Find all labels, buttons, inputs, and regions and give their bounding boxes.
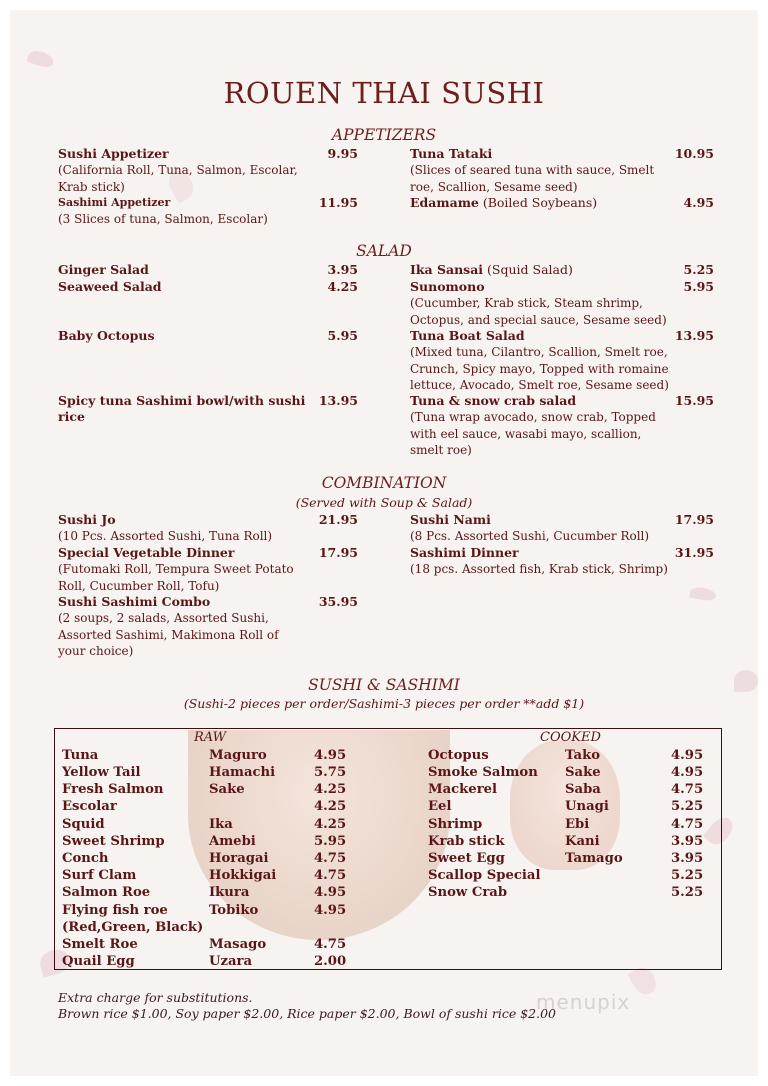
cooked-item-japanese: Tamago xyxy=(565,851,623,866)
raw-item-price: 4.25 xyxy=(314,799,347,814)
menu-item xyxy=(410,545,672,578)
cooked-item-price: 3.95 xyxy=(671,851,704,866)
item-description: (8 Pcs. Assorted Sushi, Cucumber Roll) xyxy=(410,529,650,544)
item-name: Sushi Appetizer xyxy=(58,146,169,161)
item-name: Special Vegetable Dinner xyxy=(58,545,235,560)
cooked-column-heading: COOKED xyxy=(540,730,601,745)
item-price: 5.95 xyxy=(683,279,714,294)
raw-item-price: 2.00 xyxy=(314,954,347,969)
menu-item xyxy=(58,262,308,278)
cooked-item-japanese: Kani xyxy=(565,834,600,849)
item-price: 21.95 xyxy=(318,512,358,527)
item-price: 13.95 xyxy=(674,328,714,343)
raw-item-price: 5.75 xyxy=(314,765,347,780)
section-subheading: (Sushi-2 pieces per order/Sashimi-3 pieces per order **add $1) xyxy=(183,696,585,711)
cooked-item-japanese: Ebi xyxy=(565,817,590,832)
footnote-substitutions: Extra charge for substitutions. xyxy=(58,990,253,1005)
menu-item xyxy=(58,594,308,659)
menu-item xyxy=(58,545,308,594)
item-name: Ginger Salad xyxy=(58,262,149,277)
item-description: (Slices of seared tuna with sauce, Smelt roe, Scallion, Sesame seed) xyxy=(410,163,655,194)
raw-item-price: 4.75 xyxy=(314,868,347,883)
raw-item-name: Yellow Tail xyxy=(62,765,141,780)
cooked-item-japanese: Sake xyxy=(565,765,601,780)
raw-item-japanese: Horagai xyxy=(209,851,269,866)
item-name: Tuna Tataki xyxy=(410,146,493,161)
cooked-item-japanese: Tako xyxy=(565,748,601,763)
raw-item-japanese: Masago xyxy=(209,937,267,952)
raw-item-name: Salmon Roe xyxy=(62,885,151,900)
cooked-item-price: 4.95 xyxy=(671,748,704,763)
petal-decoration xyxy=(26,48,55,70)
raw-item-name: Quail Egg xyxy=(62,954,135,969)
item-name: Spicy tuna Sashimi bowl/with sushi rice xyxy=(58,393,306,425)
cooked-item-price: 3.95 xyxy=(671,834,704,849)
item-description: (2 soups, 2 salads, Assorted Sushi, Assorted Sashimi, Makimona Roll of your choice) xyxy=(58,611,279,658)
raw-item-name: Tuna xyxy=(62,748,99,763)
cooked-item-price: 5.25 xyxy=(671,868,704,883)
item-name: Sunomono xyxy=(410,279,485,294)
raw-item-name: Flying fish roe xyxy=(62,903,168,918)
item-price: 4.95 xyxy=(683,195,714,210)
item-price: 17.95 xyxy=(318,545,358,560)
raw-item-name: Escolar xyxy=(62,799,117,814)
cooked-item-name: Sweet Egg xyxy=(428,851,505,866)
raw-column-heading: RAW xyxy=(194,730,227,745)
item-name: Sushi Sashimi Combo xyxy=(58,594,211,609)
menu-item xyxy=(58,512,308,545)
menu-item xyxy=(410,146,672,195)
raw-item-japanese: Ikura xyxy=(209,885,250,900)
raw-item-name: Conch xyxy=(62,851,109,866)
menu-item xyxy=(410,279,672,328)
cooked-item-price: 4.95 xyxy=(671,765,704,780)
cooked-item-japanese: Unagi xyxy=(565,799,609,814)
item-name: Ika Sansai xyxy=(410,262,484,277)
raw-item-name: Sweet Shrimp xyxy=(62,834,165,849)
item-price: 13.95 xyxy=(318,393,358,408)
menu-item xyxy=(410,328,672,393)
item-note: (Boiled Soybeans) xyxy=(478,195,598,210)
item-name: Sushi Nami xyxy=(410,512,491,527)
cooked-item-name: Octopus xyxy=(428,748,489,763)
petal-decoration xyxy=(689,586,717,602)
item-name: Baby Octopus xyxy=(58,328,155,343)
menu-item xyxy=(58,279,308,295)
item-description: (3 Slices of tuna, Salmon, Escolar) xyxy=(58,212,268,227)
cooked-item-price: 4.75 xyxy=(671,817,704,832)
raw-item-japanese: Uzara xyxy=(209,954,253,969)
raw-item-japanese: Ika xyxy=(209,817,233,832)
item-price: 10.95 xyxy=(674,146,714,161)
raw-item-price: 4.25 xyxy=(314,782,347,797)
raw-item-japanese: Tobiko xyxy=(209,903,259,918)
item-name: Seaweed Salad xyxy=(58,279,162,294)
item-price: 3.95 xyxy=(327,262,358,277)
cooked-item-name: Scallop Special xyxy=(428,868,541,883)
item-price: 4.25 xyxy=(327,279,358,294)
item-name: Edamame xyxy=(410,195,479,210)
menu-item xyxy=(58,146,308,195)
raw-item-japanese: Hamachi xyxy=(209,765,276,780)
cooked-item-japanese: Saba xyxy=(565,782,601,797)
item-price: 17.95 xyxy=(674,512,714,527)
item-price: 5.95 xyxy=(327,328,358,343)
item-description: (Futomaki Roll, Tempura Sweet Potato Roll, Cucumber Roll, Tofu) xyxy=(58,562,294,593)
item-price: 35.95 xyxy=(318,594,358,609)
section-heading-salad: SALAD xyxy=(356,242,412,260)
raw-item-name-line2: (Red,Green, Black) xyxy=(62,920,204,935)
cooked-item-price: 4.75 xyxy=(671,782,704,797)
cooked-item-price: 5.25 xyxy=(671,885,704,900)
item-price: 9.95 xyxy=(327,146,358,161)
raw-item-japanese: Hokkigai xyxy=(209,868,277,883)
raw-item-name: Surf Clam xyxy=(62,868,137,883)
raw-item-price: 4.75 xyxy=(314,851,347,866)
raw-item-price: 5.95 xyxy=(314,834,347,849)
raw-item-japanese: Sake xyxy=(209,782,245,797)
cooked-item-name: Smoke Salmon xyxy=(428,765,538,780)
item-description: (Cucumber, Krab stick, Steam shrimp, Octopus, and special sauce, Sesame seed) xyxy=(410,296,667,327)
raw-item-japanese: Amebi xyxy=(209,834,256,849)
cooked-item-name: Shrimp xyxy=(428,817,483,832)
section-heading-combination: COMBINATION xyxy=(321,474,447,492)
item-name: Sashimi Appetizer xyxy=(58,196,171,209)
footnote-extra-charges: Brown rice $1.00, Soy paper $2.00, Rice paper $2.00, Bowl of sushi rice $2.00 xyxy=(58,1006,556,1021)
item-price: 11.95 xyxy=(318,195,358,210)
menu-item xyxy=(58,194,308,228)
item-description: (California Roll, Tuna, Salmon, Escolar, Krab stick) xyxy=(58,163,298,194)
menu-item xyxy=(58,328,308,344)
cooked-item-name: Mackerel xyxy=(428,782,498,797)
watermark-logo: menupix xyxy=(536,990,631,1014)
item-description: (Mixed tuna, Cilantro, Scallion, Smelt roe, Crunch, Spicy mayo, Topped with romaine lettuce, Avocado, Smelt roe, Sesame seed) xyxy=(410,345,669,392)
raw-item-name: Fresh Salmon xyxy=(62,782,164,797)
item-price: 31.95 xyxy=(674,545,714,560)
menu-item xyxy=(410,512,672,545)
item-name: Sushi Jo xyxy=(58,512,116,527)
item-note: (Squid Salad) xyxy=(483,262,573,277)
item-price: 5.25 xyxy=(683,262,714,277)
raw-item-price: 4.75 xyxy=(314,937,347,952)
item-description: (10 Pcs. Assorted Sushi, Tuna Roll) xyxy=(58,529,273,544)
raw-item-japanese: Maguro xyxy=(209,748,267,763)
raw-item-price: 4.95 xyxy=(314,885,347,900)
item-description: (18 pcs. Assorted fish, Krab stick, Shrimp) xyxy=(410,562,668,577)
item-name: Tuna Boat Salad xyxy=(410,328,525,343)
restaurant-title: ROUEN THAI SUSHI xyxy=(223,76,545,110)
raw-item-price: 4.95 xyxy=(314,903,347,918)
cooked-item-name: Snow Crab xyxy=(428,885,508,900)
menu-item xyxy=(410,195,672,211)
section-subheading: (Served with Soup & Salad) xyxy=(295,495,473,510)
raw-item-price: 4.25 xyxy=(314,817,347,832)
menu-item xyxy=(58,393,308,426)
section-heading-sushi-sashimi: SUSHI & SASHIMI xyxy=(308,676,460,694)
item-name: Tuna & snow crab salad xyxy=(410,393,577,408)
item-description: (Tuna wrap avocado, snow crab, Topped with eel sauce, wasabi mayo, scallion, smelt roe) xyxy=(410,410,656,457)
menu-item xyxy=(410,262,672,278)
item-price: 15.95 xyxy=(674,393,714,408)
section-heading-appetizers: APPETIZERS xyxy=(331,126,437,144)
cooked-item-name: Eel xyxy=(428,799,452,814)
raw-item-price: 4.95 xyxy=(314,748,347,763)
menu-item xyxy=(410,393,672,458)
raw-item-name: Squid xyxy=(62,817,105,832)
cooked-item-price: 5.25 xyxy=(671,799,704,814)
cooked-item-name: Krab stick xyxy=(428,834,505,849)
item-name: Sashimi Dinner xyxy=(410,545,519,560)
raw-item-name: Smelt Roe xyxy=(62,937,138,952)
